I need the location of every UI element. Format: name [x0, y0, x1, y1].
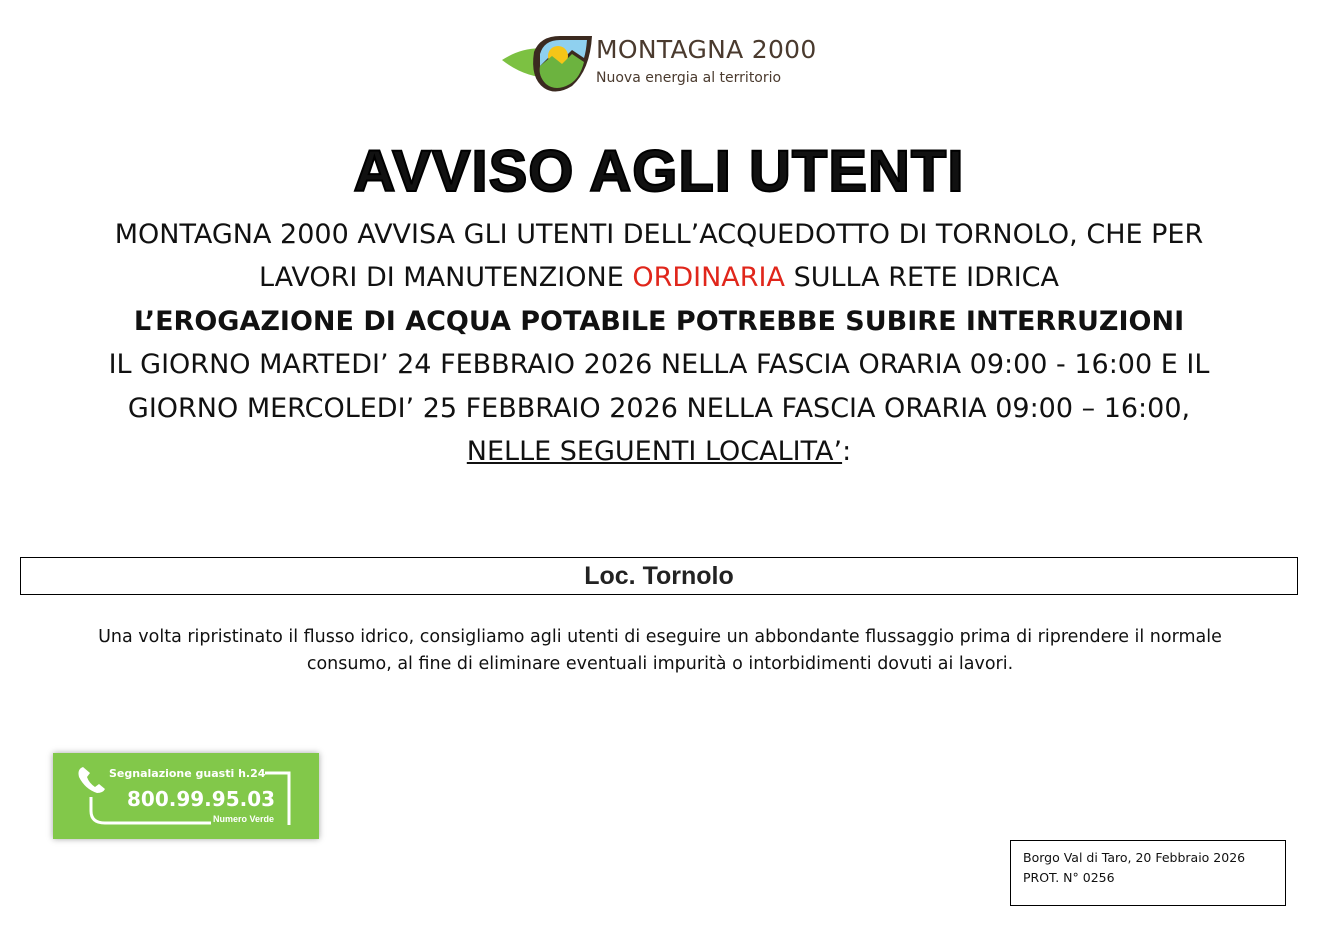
hotline-label: Segnalazione guasti h.24 — [109, 767, 266, 780]
notice-line: IL GIORNO MARTEDI’ 24 FEBBRAIO 2026 NELLA FASCIA ORARIA 09:00 - 16:00 E IL — [108, 349, 1210, 381]
brand-name: MONTAGNA 2000 — [596, 35, 817, 64]
advice-line: Una volta ripristinato il flusso idrico, consigliamo agli utenti di eseguire un abbondante flussaggio prima di riprendere il normale — [98, 627, 1222, 647]
hotline-number[interactable]: 800.99.95.03 — [127, 787, 276, 811]
notice-text-span: LAVORI DI MANUTENZIONE — [259, 262, 633, 294]
notice-text-span: SULLA RETE IDRICA — [784, 262, 1059, 294]
location-box: Loc. Tornolo — [20, 557, 1298, 595]
ordinaria-highlight: ORDINARIA — [632, 262, 785, 294]
page-title: AVVISO AGLI UTENTI — [353, 139, 965, 204]
hotline-banner — [53, 753, 319, 839]
date-protocol-box — [1010, 840, 1286, 906]
localities-heading: NELLE SEGUENTI LOCALITA’ — [466, 436, 843, 468]
notice-text — [40, 213, 1278, 473]
hotline-sublabel: Numero Verde — [213, 814, 275, 824]
place-date: Borgo Val di Taro, 20 Febbraio 2026 — [1023, 850, 1246, 865]
brand-tagline: Nuova energia al territorio — [596, 70, 782, 86]
advice-line: consumo, al fine di eliminare eventuali impurità o intorbidimenti dovuti ai lavori. — [306, 654, 1014, 674]
notice-line — [40, 256, 1278, 299]
notice-text-span: : — [842, 436, 852, 468]
notice-line — [40, 430, 1278, 473]
notice-line-bold: L’EROGAZIONE DI ACQUA POTABILE POTREBBE SUBIRE INTERRUZIONI — [133, 305, 1185, 337]
notice-line: GIORNO MERCOLEDI’ 25 FEBBRAIO 2026 NELLA FASCIA ORARIA 09:00 – 16:00, — [127, 392, 1191, 424]
advice-paragraph — [60, 624, 1260, 678]
notice-line: MONTAGNA 2000 AVVISA GLI UTENTI DELL’ACQUEDOTTO DI TORNOLO, CHE PER — [114, 219, 1204, 250]
protocol-number: PROT. N° 0256 — [1023, 870, 1115, 885]
